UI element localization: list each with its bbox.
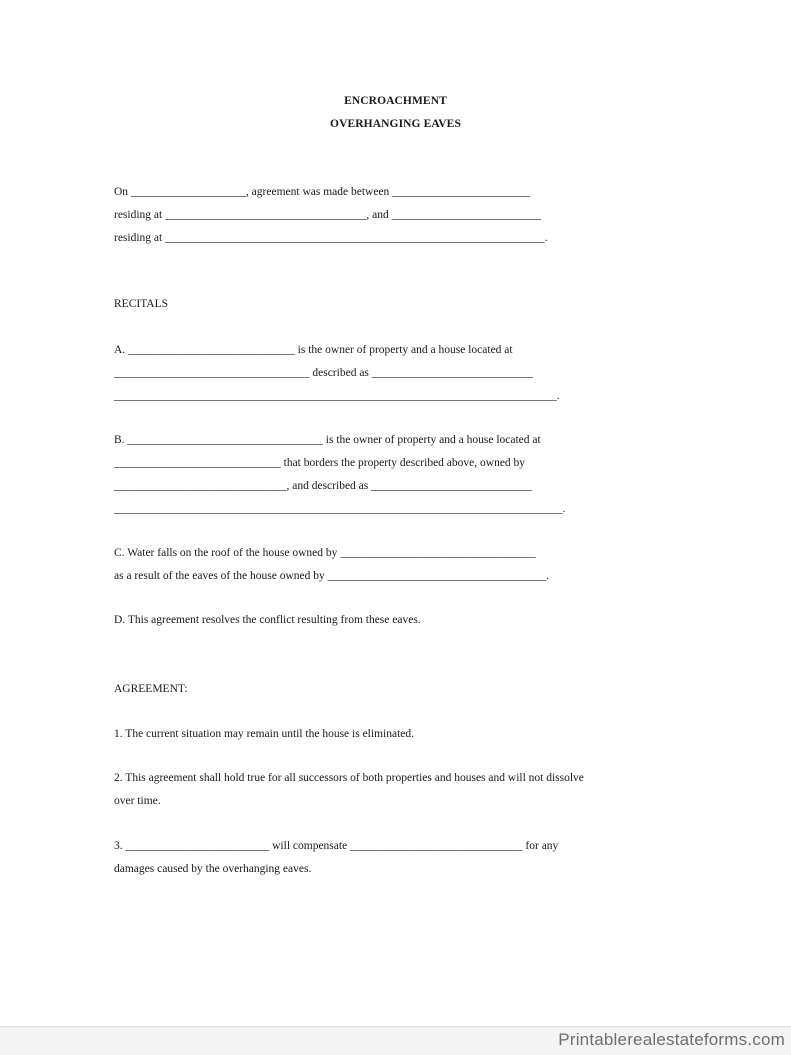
document-subtitle: OVERHANGING EAVES [330,118,461,130]
intro-line-3: residing at __________________________________________________________________. [114,232,548,244]
recital-c-line-2: as a result of the eaves of the house owned by ______________________________________. [114,570,550,582]
recital-b-line-3: ______________________________, and described as ____________________________ [114,480,533,492]
clause-3-line-1: 3. _________________________ will compensate ______________________________ for any [114,840,559,852]
clause-2-line-1: 2. This agreement shall hold true for all successors of both properties and houses and will not dissolve [114,772,584,784]
recital-b-line-1: B. __________________________________ is the owner of property and a house located at [114,434,541,446]
clause-3-line-2: damages caused by the overhanging eaves. [114,863,312,875]
recital-a-line-2: __________________________________ described as ____________________________ [114,367,533,379]
recital-c-line-1: C. Water falls on the roof of the house owned by __________________________________ [114,547,536,559]
recital-a-line-3: _____________________________________________________________________________. [114,390,560,402]
document-title: ENCROACHMENT [344,95,447,107]
footer-bar [0,1026,791,1055]
recital-a-line-1: A. _____________________________ is the owner of property and a house located at [114,344,513,356]
recital-d-line: D. This agreement resolves the conflict resulting from these eaves. [114,614,421,626]
intro-line-2: residing at ___________________________________, and __________________________ [114,209,542,221]
recital-b-line-2: _____________________________ that borders the property described above, owned by [114,457,526,469]
intro-line-1: On ____________________, agreement was made between ________________________ [114,186,531,198]
recitals-heading: RECITALS [114,298,169,310]
agreement-heading: AGREEMENT: [114,683,188,695]
clause-2-line-2: over time. [114,795,161,807]
footer-watermark: Printablerealestateforms.com [558,1030,785,1049]
recital-b-line-4: ______________________________________________________________________________. [114,503,566,515]
clause-1-line: 1. The current situation may remain until the house is eliminated. [114,728,414,740]
